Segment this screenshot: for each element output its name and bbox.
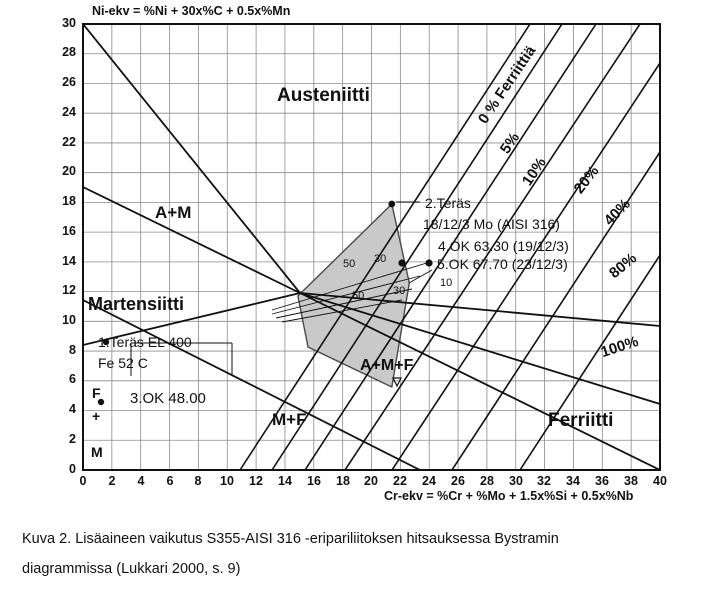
y-tick-10: 10: [62, 313, 76, 327]
inner-number-50-lower: 50: [352, 290, 365, 302]
region-label-m-f: M+F: [272, 410, 307, 429]
point-label-3: 3.OK 48.00: [130, 390, 206, 407]
point-label-1: 1.Teräs EL 400: [98, 334, 192, 350]
y-tick-6: 6: [69, 372, 76, 386]
x-tick-34: 34: [566, 474, 580, 488]
y-tick-30: 30: [62, 16, 76, 30]
figure-caption: [22, 524, 702, 584]
inner-number-30-upper: 30: [374, 253, 387, 265]
iso-label-100-percent: 100%: [598, 332, 641, 361]
region-label-plus: +: [92, 408, 101, 424]
x-tick-12: 12: [249, 474, 263, 488]
x-tick-36: 36: [595, 474, 609, 488]
region-label-ferriitti: Ferriitti: [548, 410, 614, 431]
x-tick-8: 8: [194, 474, 202, 488]
y-tick-24: 24: [62, 105, 76, 119]
x-tick-4: 4: [137, 474, 145, 488]
x-tick-24: 24: [422, 474, 436, 488]
x-tick-32: 32: [537, 474, 551, 488]
x-tick-14: 14: [278, 474, 292, 488]
point-label-5: 5.OK 67.70 (23/12/3): [437, 256, 568, 272]
y-tick-26: 26: [62, 75, 76, 89]
iso-label-0-percent: 0 % Ferriittiä: [474, 42, 540, 127]
inner-number-10: 10: [440, 277, 453, 289]
region-label-a-m-f: A+M+F: [360, 357, 414, 374]
y-tick-12: 12: [62, 283, 76, 297]
y-tick-14: 14: [62, 254, 76, 268]
y-tick-4: 4: [69, 402, 76, 416]
x-tick-22: 22: [393, 474, 407, 488]
region-label-f: F: [92, 385, 101, 401]
x-tick-18: 18: [336, 474, 350, 488]
x-tick-6: 6: [166, 474, 174, 488]
x-tick-16: 16: [307, 474, 321, 488]
inner-number-30-lower: 30: [393, 285, 406, 297]
y-tick-8: 8: [69, 343, 76, 357]
iso-label-10-percent: 10%: [518, 154, 550, 189]
x-tick-2: 2: [108, 474, 116, 488]
caption-line-2: diagrammissa (Lukkari 2000, s. 9): [22, 561, 241, 577]
y-axis-title: Ni-ekv = %Ni + 30x%C + 0.5x%Mn: [92, 4, 291, 18]
point-label-2: 2.Teräs: [425, 195, 471, 211]
data-point-5[interactable]: [425, 259, 432, 266]
caption-line-1: Kuva 2. Lisäaineen vaikutus S355-AISI 316 -eripariliitoksen hitsauksessa Bystramin: [22, 531, 559, 547]
iso-label-80-percent: 80%: [606, 249, 641, 282]
point-label-4: 4.OK 63.30 (19/12/3): [438, 238, 569, 254]
x-tick-38: 38: [624, 474, 638, 488]
y-tick-20: 20: [62, 164, 76, 178]
x-axis-title: Cr-ekv = %Cr + %Mo + 1.5x%Si + 0.5x%Nb: [384, 489, 634, 503]
iso-label-40-percent: 40%: [600, 195, 634, 229]
x-tick-10: 10: [220, 474, 234, 488]
region-label-m: M: [91, 444, 103, 460]
data-point-2[interactable]: [388, 201, 395, 208]
y-tick-16: 16: [62, 224, 76, 238]
iso-label-20-percent: 20%: [570, 162, 603, 197]
point-label-2b: 18/12/3 Mo (AISI 316): [423, 216, 560, 232]
x-tick-26: 26: [451, 474, 465, 488]
iso-label-5-percent: 5%: [496, 129, 524, 157]
region-label-a-m: A+M: [155, 203, 192, 222]
x-tick-0: 0: [79, 474, 87, 488]
y-tick-18: 18: [62, 194, 76, 208]
x-tick-40: 40: [653, 474, 667, 488]
y-tick-2: 2: [69, 432, 76, 446]
y-tick-28: 28: [62, 45, 76, 59]
inner-number-50-upper: 50: [343, 258, 356, 270]
data-point-4[interactable]: [398, 259, 405, 266]
x-tick-30: 30: [509, 474, 523, 488]
y-tick-0: 0: [69, 462, 76, 476]
x-tick-28: 28: [480, 474, 494, 488]
y-tick-22: 22: [62, 135, 76, 149]
x-tick-20: 20: [364, 474, 378, 488]
point-label-1b: Fe 52 C: [98, 355, 148, 371]
region-label-austeniitti: Austeniitti: [277, 85, 370, 106]
region-label-martensiitti: Martensiitti: [88, 294, 185, 314]
